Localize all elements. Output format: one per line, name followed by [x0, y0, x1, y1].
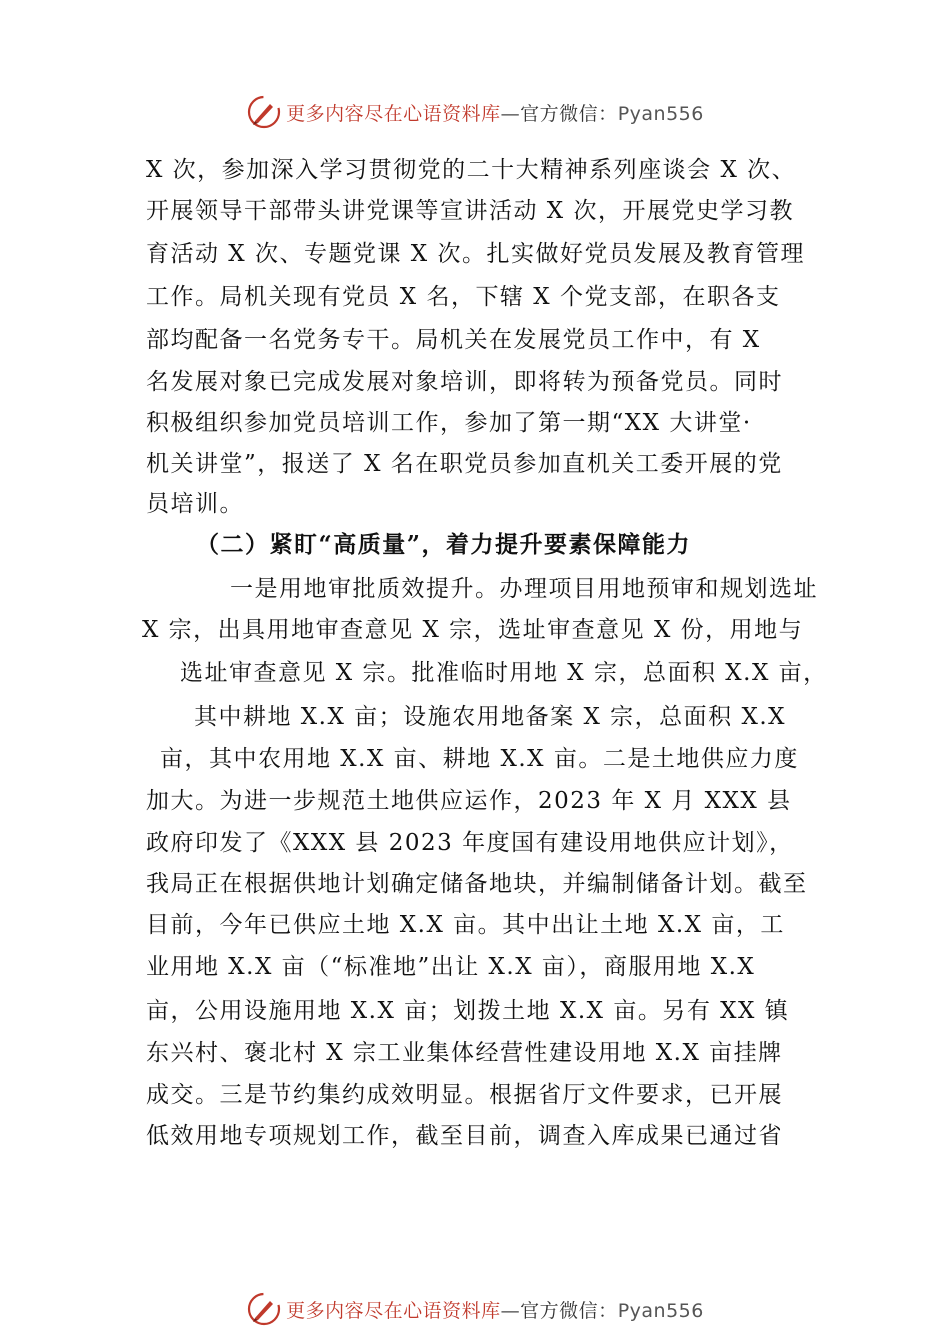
body-line: 开展领导干部带头讲党课等宣讲活动 X 次，开展党史学习教 [146, 198, 794, 224]
watermark-text [286, 99, 704, 126]
section-heading: （二）紧盯“高质量”，着力提升要素保障能力 [196, 531, 691, 558]
body-line: X 宗，出具用地审查意见 X 宗，选址审查意见 X 份，用地与 [142, 617, 804, 643]
body-line: 我局正在根据供地计划确定储备地块，并编制储备计划。截至 [146, 871, 808, 897]
watermark-footer [0, 1289, 950, 1329]
body-line: 政府印发了《XXX 县 2023 年度国有建设用地供应计划》， [146, 830, 794, 856]
body-line: 选址审查意见 X 宗。批准临时用地 X 宗，总面积 X.X 亩， [180, 660, 828, 686]
watermark-text [286, 1296, 704, 1323]
body-line: 一是用地审批质效提升。办理项目用地预审和规划选址 [230, 576, 818, 602]
body-line: 亩，其中农用地 X.X 亩、耕地 X.X 亩。二是土地供应力度 [160, 746, 799, 772]
watermark-wechat-label: 官方微信 [520, 1299, 599, 1322]
body-line: 东兴村、褒北村 X 宗工业集体经营性建设用地 X.X 亩挂牌 [146, 1040, 783, 1066]
body-line: 机关讲堂”，报送了 X 名在职党员参加直机关工委开展的党 [146, 451, 783, 477]
body-line: 业用地 X.X 亩（“标准地”出让 X.X 亩），商服用地 X.X [146, 954, 756, 980]
brush-pen-logo-icon [246, 94, 282, 130]
body-line: 名发展对象已完成发展对象培训，即将转为预备党员。同时 [146, 369, 783, 395]
watermark-wechat-id: Pyan556 [617, 102, 704, 125]
watermark-dash: — [500, 102, 521, 125]
body-line: 目前，今年已供应土地 X.X 亩。其中出让土地 X.X 亩，工 [146, 912, 785, 938]
body-line: 育活动 X 次、专题党课 X 次。扎实做好党员发展及教育管理 [146, 241, 805, 267]
brush-pen-logo-icon [246, 1291, 282, 1327]
watermark-colon: ： [598, 102, 618, 125]
body-line: 工作。局机关现有党员 X 名，下辖 X 个党支部，在职各支 [146, 284, 781, 310]
body-line: 低效用地专项规划工作，截至目前，调查入库成果已通过省 [146, 1123, 783, 1149]
body-line: X 次，参加深入学习贯彻党的二十大精神系列座谈会 X 次、 [146, 157, 797, 183]
body-line: 积极组织参加党员培训工作，参加了第一期“XX 大讲堂· [146, 410, 752, 436]
body-line: 亩，公用设施用地 X.X 亩；划拨土地 X.X 亩。另有 XX 镇 [146, 998, 790, 1024]
body-line: 加大。为进一步规范土地供应运作，2023 年 X 月 XXX 县 [146, 788, 792, 814]
watermark-header [0, 92, 950, 132]
body-line: 成交。三是节约集约成效明显。根据省厅文件要求，已开展 [146, 1082, 783, 1108]
body-line: 员培训。 [146, 491, 244, 517]
body-line: 其中耕地 X.X 亩；设施农用地备案 X 宗，总面积 X.X [194, 704, 787, 730]
body-line: 部均配备一名党务专干。局机关在发展党员工作中，有 X [146, 327, 761, 353]
watermark-wechat-label: 官方微信 [520, 102, 599, 125]
watermark-site-text: 更多内容尽在心语资料库 [286, 102, 501, 125]
watermark-dash: — [500, 1299, 521, 1322]
watermark-colon: ： [598, 1299, 618, 1322]
watermark-wechat-id: Pyan556 [617, 1299, 704, 1322]
watermark-site-text: 更多内容尽在心语资料库 [286, 1299, 501, 1322]
